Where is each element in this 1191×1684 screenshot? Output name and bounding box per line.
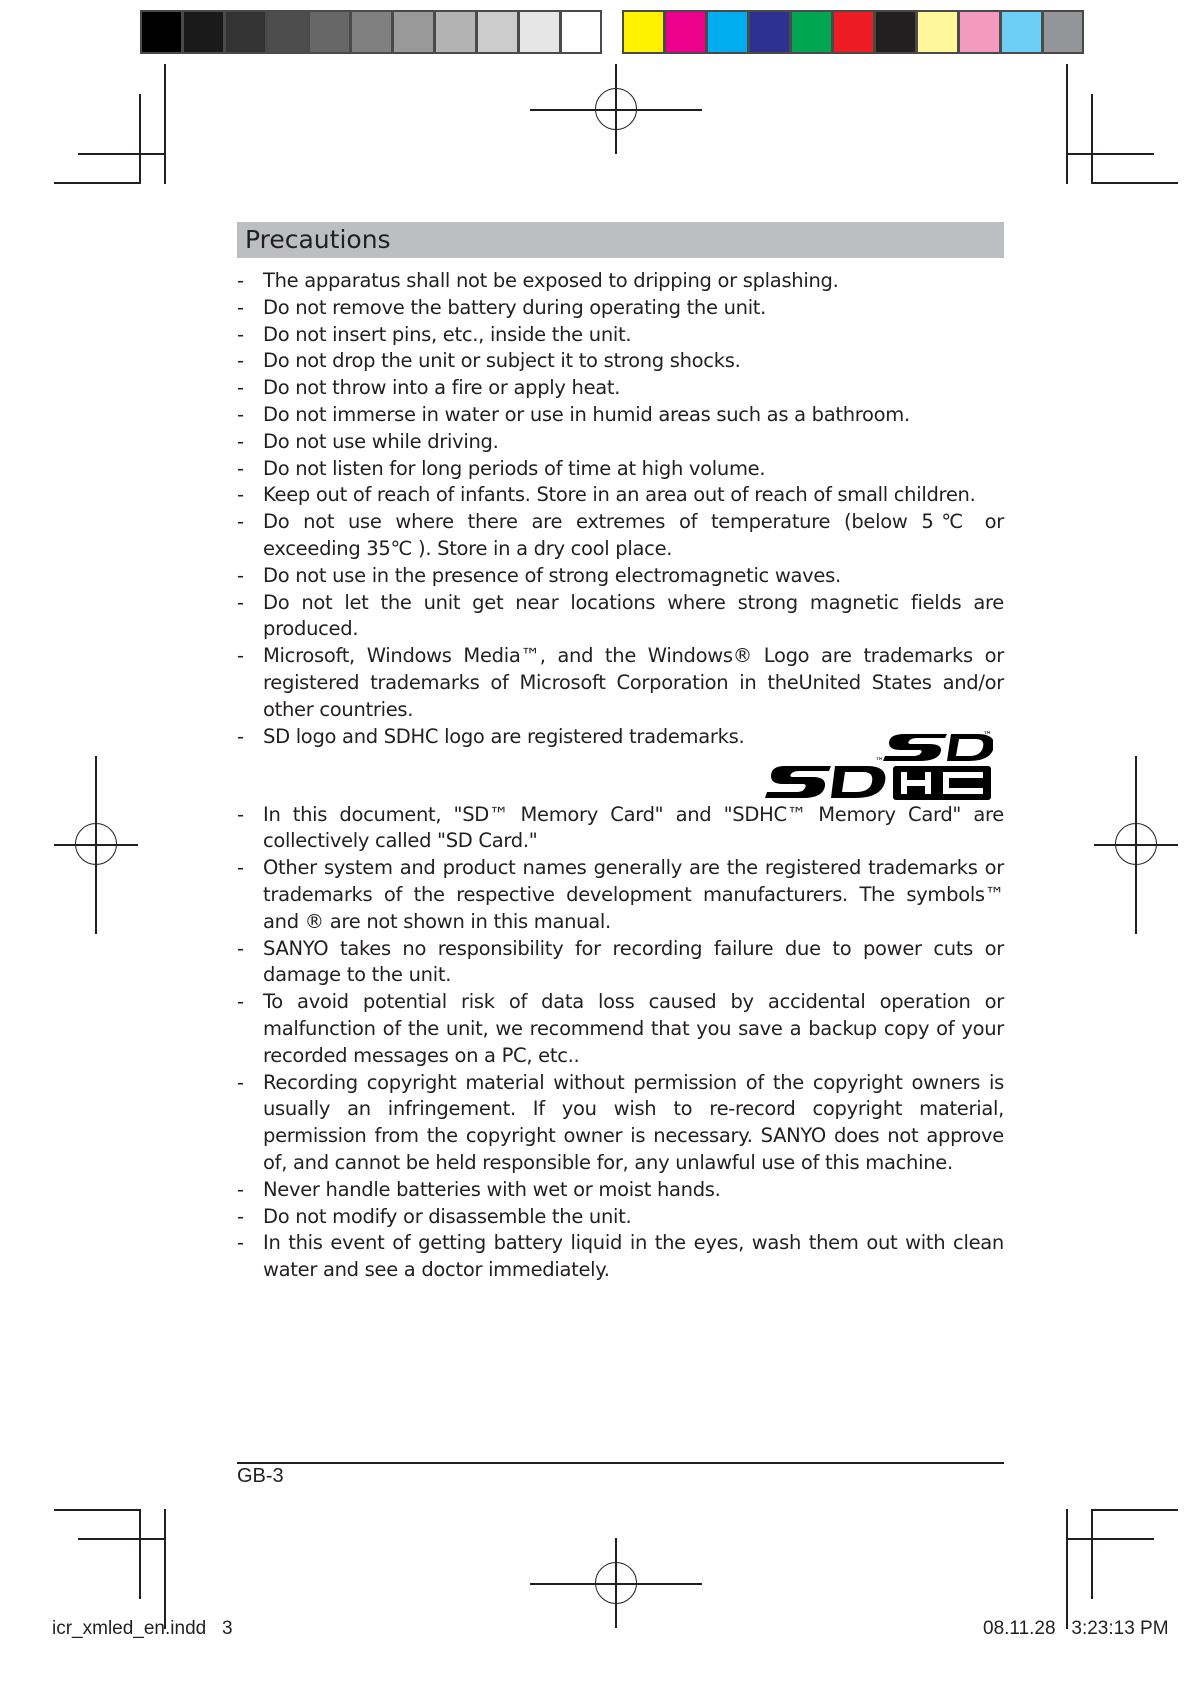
color-swatch [874, 10, 916, 54]
crop-mark [1092, 1509, 1178, 1511]
list-bullet: - [237, 429, 244, 453]
registration-mark-top [615, 64, 617, 154]
list-bullet: - [237, 269, 244, 292]
list-bullet: - [237, 990, 244, 1014]
crop-mark [1092, 182, 1178, 184]
list-item [237, 855, 1004, 935]
list-bullet: - [237, 295, 244, 319]
color-swatch [706, 10, 748, 54]
list-item [237, 322, 1004, 349]
page-number: GB-3 [237, 1465, 284, 1487]
list-item-text: Recording copyright material without permission of the copyright owners is usually an infringement. If you wish to re-record copyright material, permission from the copyright owner is necessary. SANYO does not approve of, and cannot be held responsible for, any unlawful use of this machine. [263, 1070, 1004, 1174]
list-bullet: - [237, 1070, 244, 1094]
list-item-text: Do not remove the battery during operating the unit. [263, 295, 767, 319]
crop-mark [54, 1509, 140, 1511]
registration-mark-bottom [615, 1538, 617, 1628]
color-swatch [622, 10, 664, 54]
list-item-text: In this document, "SD™ Memory Card" and "SDHC™ Memory Card" are collectively called "SD Card." [263, 802, 1004, 853]
list-item [237, 1204, 1004, 1231]
grayscale-calibration-bar [140, 10, 602, 54]
list-item [237, 402, 1004, 429]
crop-mark [1066, 1509, 1068, 1629]
list-item-text: Do not throw into a fire or apply heat. [263, 376, 621, 400]
list-item-text: In this event of getting battery liquid in the eyes, wash them out with clean water and see a doctor immediately. [263, 1231, 1004, 1282]
color-swatch [350, 10, 392, 54]
registration-mark-right [1135, 756, 1137, 934]
list-item-text: To avoid potential risk of data loss caused by accidental operation or malfunction of the unit, we recommend that you save a backup copy of your recorded messages on a PC, etc.. [263, 990, 1004, 1067]
list-item [237, 563, 1004, 590]
list-item [237, 802, 1004, 856]
list-bullet: - [237, 856, 244, 880]
color-swatch [224, 10, 266, 54]
color-swatch [790, 10, 832, 54]
slug-filename: icr_xmled_en.indd 3 [52, 1618, 233, 1639]
list-item-text: Do not drop the unit or subject it to strong shocks. [263, 349, 741, 373]
section-heading: Precautions [237, 222, 1004, 258]
color-swatch [560, 10, 602, 54]
list-item-text: Do not use while driving. [263, 429, 499, 453]
color-swatch [916, 10, 958, 54]
crop-mark [1091, 94, 1093, 184]
crop-mark [139, 1509, 141, 1599]
sdhc-logo [883, 734, 993, 800]
list-item-text: Other system and product names generally are the registered trademarks or trademarks of the respective development manufacturers. The symbols™ and ® are not shown in this manual. [263, 856, 1004, 933]
color-swatch [140, 10, 182, 54]
list-item-text: Do not listen for long periods of time at high volume. [263, 456, 766, 480]
crop-mark [78, 153, 166, 155]
list-bullet: - [237, 376, 244, 400]
color-swatch [476, 10, 518, 54]
list-item-text: Microsoft, Windows Media™, and the Windows® Logo are trademarks or registered trademarks of Microsoft Corporation in theUnited States and/or other countries. [263, 644, 1004, 721]
list-item-text: Keep out of reach of infants. Store in an area out of reach of small children. [263, 483, 976, 507]
list-item-text: Do not insert pins, etc., inside the unit. [263, 322, 632, 346]
list-item [237, 1230, 1004, 1284]
footer-rule [237, 1462, 1004, 1464]
list-bullet: - [237, 936, 244, 960]
list-bullet: - [237, 563, 244, 587]
list-item-text: SANYO takes no responsibility for recording failure due to power cuts or damage to the unit. [263, 936, 1004, 987]
list-bullet: - [237, 644, 244, 668]
list-bullet: - [237, 724, 244, 748]
crop-mark [1066, 153, 1154, 155]
tm-mark: ™ [875, 757, 884, 767]
list-item-text: Do not let the unit get near locations where strong magnetic fields are produced. [263, 590, 1004, 641]
color-swatch [748, 10, 790, 54]
list-item [237, 1177, 1004, 1204]
list-item [237, 936, 1004, 990]
list-item [237, 590, 1004, 644]
crop-mark [164, 64, 166, 184]
color-swatch [1000, 10, 1042, 54]
sd-sdhc-logo [763, 730, 993, 802]
list-item [237, 456, 1004, 483]
color-swatch [664, 10, 706, 54]
sd-logo [765, 766, 885, 798]
list-bullet: - [237, 1204, 244, 1228]
list-item [237, 375, 1004, 402]
list-bullet: - [237, 1177, 244, 1201]
list-item-text: The apparatus shall not be exposed to dripping or splashing. [263, 269, 839, 292]
tm-mark: ™ [983, 731, 992, 741]
list-item-text: Do not use where there are extremes of temperature (below 5℃ or exceeding 35℃ ). Store in a dry cool place. [263, 510, 1004, 560]
crop-mark [78, 1538, 166, 1540]
list-bullet: - [237, 402, 244, 426]
crop-mark [1066, 1538, 1154, 1540]
registration-mark-left [95, 756, 97, 934]
list-item [237, 268, 1004, 295]
list-item-text: Do not use in the presence of strong electromagnetic waves. [263, 563, 841, 587]
color-swatch [434, 10, 476, 54]
color-calibration-bar [622, 10, 1084, 54]
crop-mark [1091, 1509, 1093, 1599]
color-swatch [832, 10, 874, 54]
list-item-text: Do not modify or disassemble the unit. [263, 1204, 632, 1228]
list-bullet: - [237, 1231, 244, 1255]
list-item [237, 509, 1004, 563]
list-item-text: SD logo and SDHC logo are registered trademarks. [263, 724, 745, 748]
crop-mark [139, 94, 141, 184]
list-bullet: - [237, 349, 244, 373]
slug-timestamp: 08.11.28 3:23:13 PM [983, 1618, 1169, 1639]
color-swatch [266, 10, 308, 54]
list-item-text: Do not immerse in water or use in humid areas such as a bathroom. [263, 402, 910, 426]
crop-mark [1066, 64, 1068, 184]
list-bullet: - [237, 590, 244, 614]
list-bullet: - [237, 456, 244, 480]
list-bullet: - [237, 802, 244, 826]
list-bullet: - [237, 510, 244, 534]
list-item [237, 482, 1004, 509]
list-item [237, 1070, 1004, 1177]
color-swatch [518, 10, 560, 54]
crop-mark [54, 182, 140, 184]
color-swatch [1042, 10, 1084, 54]
list-bullet: - [237, 483, 244, 507]
list-item [237, 989, 1004, 1069]
list-item-text: Never handle batteries with wet or moist hands. [263, 1177, 721, 1201]
color-swatch [308, 10, 350, 54]
list-item [237, 348, 1004, 375]
list-item [237, 429, 1004, 456]
crop-mark [164, 1509, 166, 1629]
color-swatch [958, 10, 1000, 54]
list-item [237, 295, 1004, 322]
list-bullet: - [237, 322, 244, 346]
color-swatch [392, 10, 434, 54]
color-swatch [182, 10, 224, 54]
list-item [237, 643, 1004, 723]
